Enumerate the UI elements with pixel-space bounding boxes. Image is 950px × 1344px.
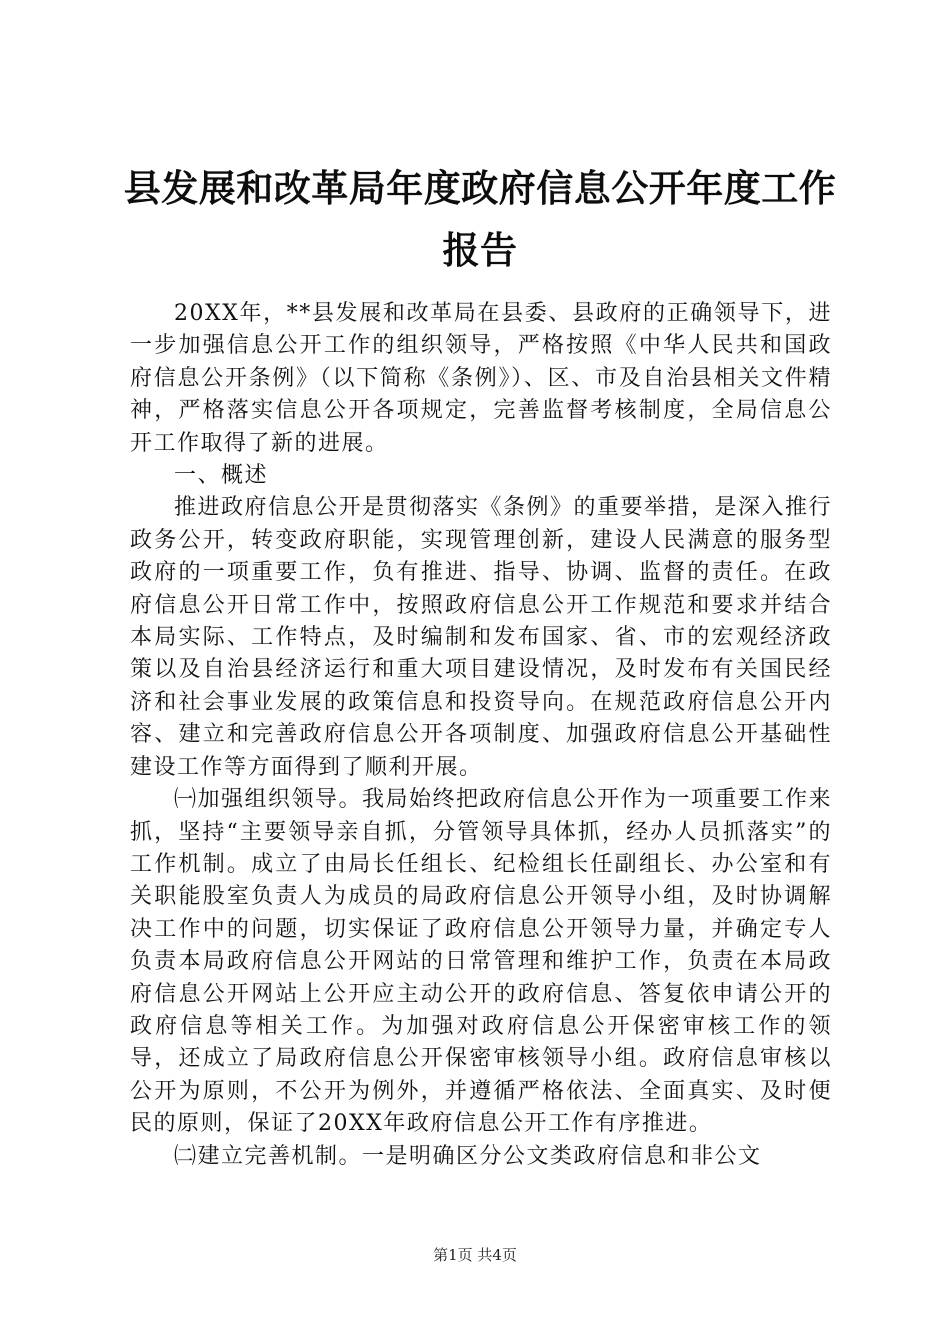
paragraph-organization-leadership: ㈠加强组织领导。我局始终把政府信息公开作为一项重要工作来抓，坚持“主要领导亲自抓，分管领导具体抓，经办人员抓落实”的工作机制。成立了由局长任组长、纪检组长任副组长、办公室和有关职能股室负责人为成员的局政府信息公开领导小组，及时协调解决工作中的问题，切实保证了政府信息公开领导力量，并确定专人负责本局政府信息公开网站的日常管理和维护工作，负责在本局政府信息公开网站上公开应主动公开的政府信息、答复依申请公开的政府信息等相关工作。为加强对政府信息公开保密审核工作的领导，还成立了局政府信息公开保密审核领导小组。政府信息审核以公开为原则，不公开为例外，并遵循严格依法、全面真实、及时便民的原则，保证了20XX年政府信息公开工作有序推进。	[130, 787, 833, 1137]
document-title: 县发展和改革局年度政府信息公开年度工作报告	[123, 167, 837, 272]
document-body	[130, 298, 832, 1173]
section-heading-overview: 一、概述	[174, 463, 269, 489]
page-number-footer: 第1页 共4页	[433, 1246, 517, 1264]
paragraph-mechanism: ㈡建立完善机制。一是明确区分公文类政府信息和非公文	[174, 1143, 762, 1169]
paragraph-overview: 推进政府信息公开是贯彻落实《条例》的重要举措，是深入推行政务公开，转变政府职能，实现管理创新，建设人民满意的服务型政府的一项重要工作，负有推进、指导、协调、监督的责任。在政府信息公开日常工作中，按照政府信息公开工作规范和要求并结合本局实际、工作特点，及时编制和发布国家、省、市的宏观经济政策以及自治县经济运行和重大项目建设情况，及时发布有关国民经济和社会事业发展的政策信息和投资导向。在规范政府信息公开内容、建立和完善政府信息公开各项制度、加强政府信息公开基础性建设工作等方面得到了顺利开展。	[130, 495, 833, 780]
paragraph-intro: 20XX年，**县发展和改革局在县委、县政府的正确领导下，进一步加强信息公开工作的组织领导，严格按照《中华人民共和国政府信息公开条例》（以下简称《条例》）、区、市及自治县相关文件精神，严格落实信息公开各项规定，完善监督考核制度，全局信息公开工作取得了新的进展。	[130, 301, 832, 456]
